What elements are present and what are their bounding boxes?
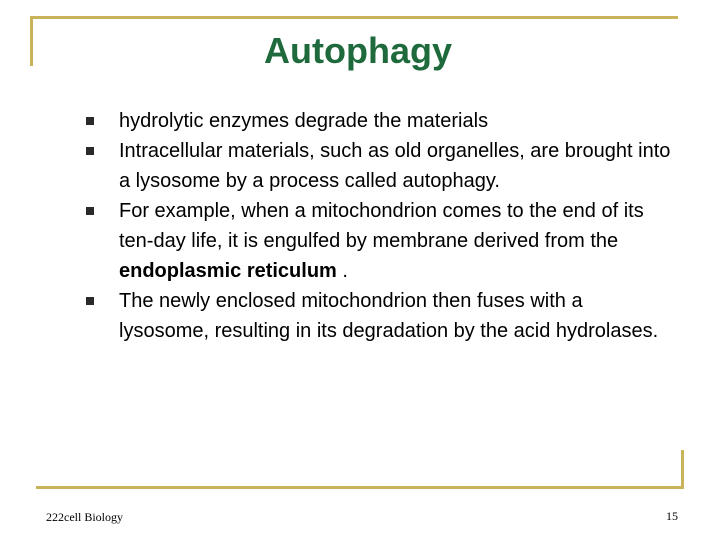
bullet-bold-term: endoplasmic reticulum bbox=[119, 260, 337, 282]
square-bullet-icon bbox=[86, 147, 94, 155]
frame-bottom-line bbox=[36, 486, 684, 489]
bullet-text: Intracellular materials, such as old organelles, are brought into a lysosome by a process called autophagy. bbox=[119, 140, 671, 192]
bullet-list bbox=[86, 106, 676, 346]
bullet-item-4 bbox=[86, 286, 676, 346]
bullet-text-after: . bbox=[336, 260, 348, 282]
frame-right-line bbox=[681, 450, 684, 489]
bullet-item-1 bbox=[86, 106, 676, 136]
square-bullet-icon bbox=[86, 117, 94, 125]
bullet-text: hydrolytic enzymes degrade the materials bbox=[119, 110, 489, 132]
bullet-item-2 bbox=[86, 136, 676, 196]
bullet-text-before: For example, when a mitochondrion comes to the end of its ten-day life, it is engulfed by membrane derived from the bbox=[119, 200, 644, 252]
slide-title: Autophagy bbox=[264, 30, 452, 71]
square-bullet-icon bbox=[86, 207, 94, 215]
bullet-text: The newly enclosed mitochondrion then fuses with a lysosome, resulting in its degradation by the acid hydrolases. bbox=[119, 290, 659, 342]
footer-page-number: 15 bbox=[666, 509, 678, 523]
footer-course-label: 222cell Biology bbox=[46, 510, 123, 524]
bullet-item-3 bbox=[86, 196, 676, 286]
square-bullet-icon bbox=[86, 297, 94, 305]
frame-top-line bbox=[30, 16, 678, 19]
